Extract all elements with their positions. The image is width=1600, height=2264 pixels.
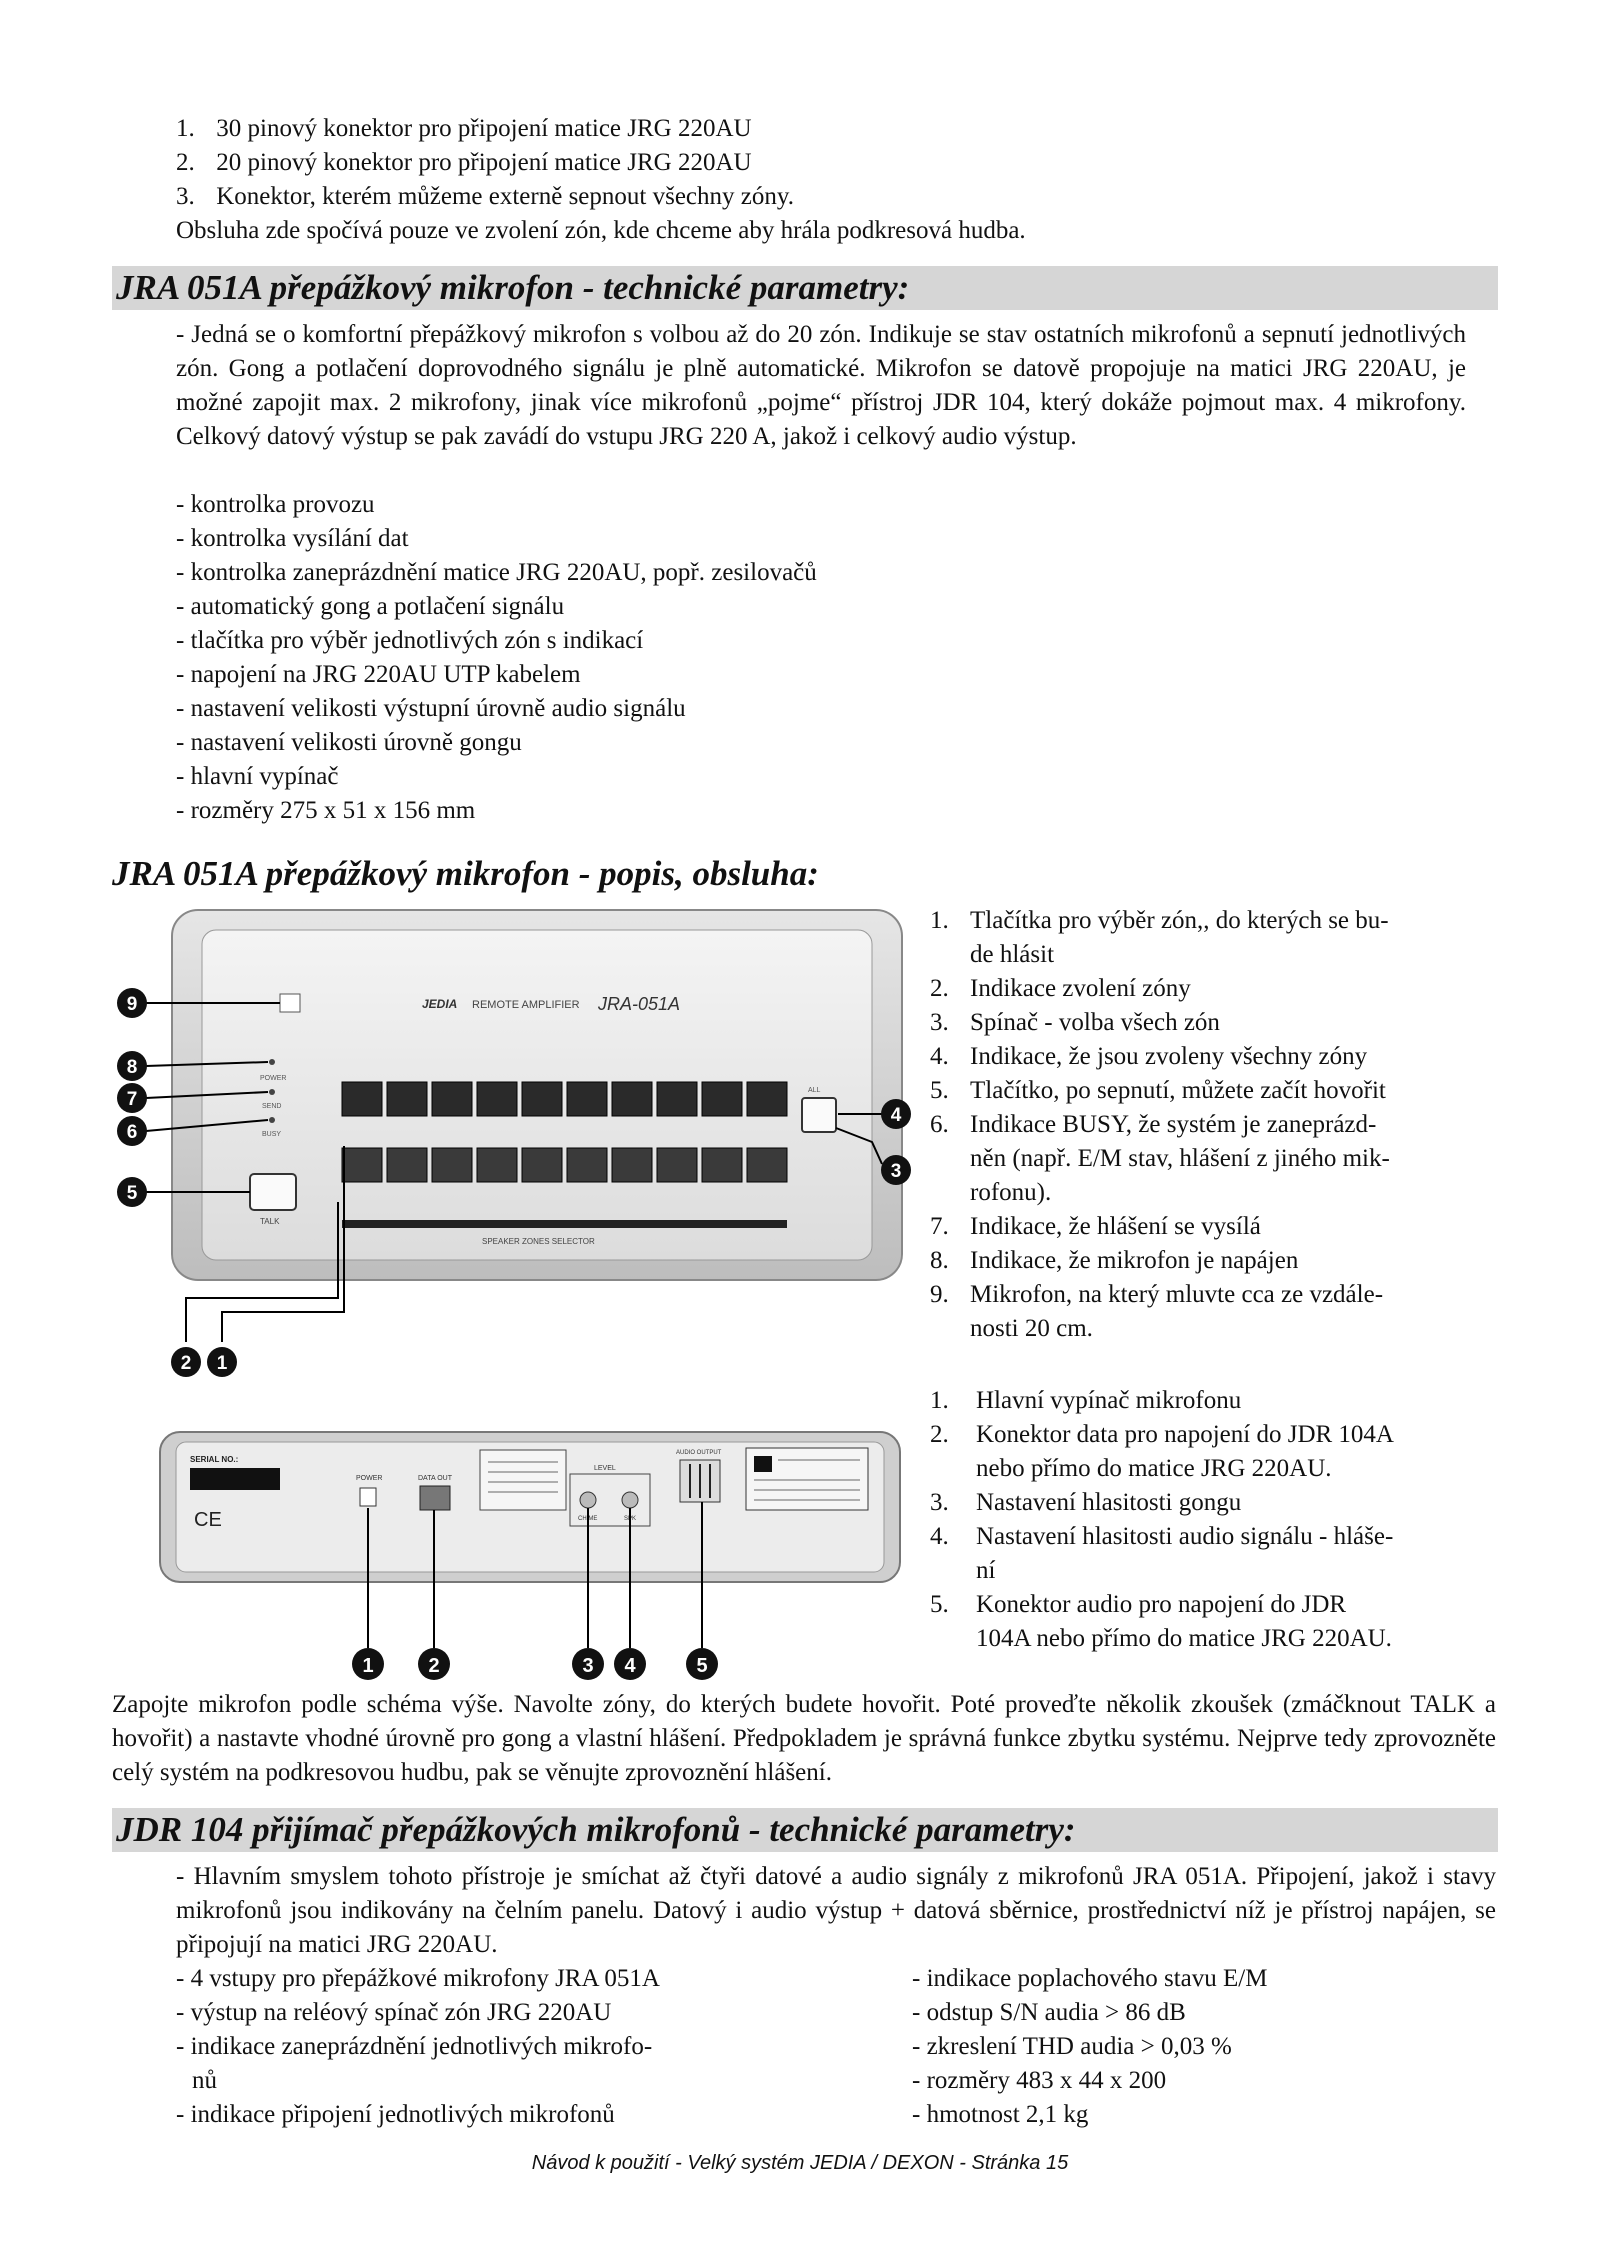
list-item [930, 1210, 1500, 1244]
section3-paragraph: - Hlavním smyslem tohoto přístroje je smíchat až čtyři datové a audio signály z mikrofonů JRA 051A. Připojení, jakož i stavy mikrofonů jsou indikovány na čelním panelu. Datový i audio výstup + datová sběrnice, prostřednictví níž je přístroj napájen, se připojují na matici JRG 220AU. [176, 1863, 1496, 1958]
list-item: - výstup na reléový spínač zón JRG 220AU [176, 1999, 612, 2026]
rear-callout-3: 3 [582, 1655, 594, 1677]
setup-paragraph: Zapojte mikrofon podle schéma výše. Navolte zóny, do kterých budete hovořit. Poté proveďte několik zkoušek (zmáčknout TALK a hovořit) a nastavte vhodné úrovně pro gong a vlastní hlášení. Předpokladem je správná funkce zbytku systému. Nejprve tedy zprovozněte celý systém na podkresovou hudbu, pak se věnujte zprovoznění hlášení. [112, 1691, 1496, 1786]
intro-item-3 [176, 180, 794, 214]
list-item: - nastavení velikosti výstupní úrovně audio signálu [176, 695, 686, 722]
led-busy-label: BUSY [262, 1131, 282, 1138]
list-item [930, 904, 1500, 972]
led-busy-icon [269, 1117, 275, 1123]
list-item [930, 1108, 1500, 1210]
list-item [930, 972, 1500, 1006]
list-line: Indikace, že jsou zvoleny všechny zóny [970, 1043, 1368, 1070]
intro-item-2 [176, 146, 752, 180]
list-item: nů [192, 2067, 217, 2094]
spk-knob-icon [622, 1492, 638, 1508]
callout-3: 3 [890, 1161, 902, 1182]
list-num: 4. [930, 1043, 949, 1070]
list-num: 2. [930, 1421, 949, 1448]
list-line: nebo přímo do matice JRG 220AU. [976, 1455, 1332, 1482]
list-item: - 4 vstupy pro přepážkové mikrofony JRA 051A [176, 1965, 660, 1992]
intro-text: 20 pinový konektor pro připojení matice JRG 220AU [216, 149, 752, 176]
selector-strip [342, 1220, 787, 1228]
list-line: Indikace, že mikrofon je napájen [970, 1247, 1299, 1274]
intro-note: Obsluha zde spočívá pouze ve zvolení zón, kde chceme aby hrála podkresová hudba. [176, 217, 1026, 244]
list-item: - rozměry 483 x 44 x 200 [912, 2067, 1167, 2094]
callout-8: 8 [126, 1057, 138, 1078]
led-send-label: SEND [262, 1103, 282, 1110]
intro-num: 3. [176, 183, 195, 210]
section-heading: JRA 051A přepážkový mikrofon - popis, obsluha: [112, 854, 819, 893]
list-item: - kontrolka vysílání dat [176, 525, 409, 552]
talk-label: TALK [260, 1217, 280, 1226]
intro-text: 30 pinový konektor pro připojení matice JRG 220AU [216, 115, 752, 142]
list-num: 3. [930, 1009, 949, 1036]
list-line: Mikrofon, na který mluvte cca ze vzdále- [970, 1281, 1384, 1308]
callout-9: 9 [126, 994, 138, 1015]
rear-callout-2: 2 [428, 1655, 440, 1677]
rear-panel-illustration [150, 1428, 910, 1696]
list-item [930, 1244, 1500, 1278]
all-label: ALL [808, 1087, 821, 1094]
page-footer: Návod k použití - Velký systém JEDIA / DEXON - Stránka 15 [531, 2152, 1069, 2174]
section3-left-list [176, 1962, 766, 2132]
list-item: - rozměry 275 x 51 x 156 mm [176, 797, 476, 824]
list-num: 8. [930, 1247, 949, 1274]
list-item: - napojení na JRG 220AU UTP kabelem [176, 661, 581, 688]
list-item: - odstup S/N audia > 86 dB [912, 1999, 1186, 2026]
front-panel-illustration [112, 902, 912, 1392]
led-power-label: POWER [260, 1075, 287, 1082]
led-power-icon [269, 1059, 275, 1065]
model-name: JRA-051A [598, 994, 681, 1014]
list-num: 1. [930, 1387, 949, 1414]
list-line: něn (např. E/M stav, hlášení z jiného mik- [970, 1145, 1390, 1172]
list-num: 9. [930, 1281, 949, 1308]
list-item [930, 1520, 1500, 1588]
list-item: - nastavení velikosti úrovně gongu [176, 729, 522, 756]
rear-callout-4: 4 [624, 1655, 636, 1677]
callout-1: 1 [216, 1353, 228, 1374]
level-label: LEVEL [594, 1465, 616, 1472]
list-line: 104A nebo přímo do matice JRG 220AU. [976, 1625, 1392, 1652]
power-label: POWER [356, 1475, 383, 1482]
callout-4: 4 [890, 1105, 902, 1126]
list-line: Indikace zvolení zóny [970, 975, 1191, 1002]
list-item [930, 1588, 1500, 1656]
rear-description-list [930, 1384, 1500, 1656]
list-num: 6. [930, 1111, 949, 1138]
list-num: 4. [930, 1523, 949, 1550]
list-item [930, 1486, 1500, 1520]
list-line: Nastavení hlasitosti audio signálu - hláše- [976, 1523, 1394, 1550]
callout-5: 5 [126, 1183, 138, 1204]
list-item [930, 1278, 1500, 1346]
list-num: 5. [930, 1077, 949, 1104]
list-line: Nastavení hlasitosti gongu [976, 1489, 1242, 1516]
serial-plate [190, 1468, 280, 1490]
info-label-plate [480, 1450, 566, 1510]
callout-2: 2 [180, 1353, 192, 1374]
list-item: - kontrolka provozu [176, 491, 375, 518]
brand-logo: JEDIA [422, 997, 458, 1011]
list-line: de hlásit [970, 941, 1055, 968]
ce-mark: CE [194, 1509, 222, 1531]
intro-text: Konektor, kterém můžeme externě sepnout všechny zóny. [216, 183, 794, 210]
talk-button-icon [250, 1174, 296, 1210]
list-line: Tlačítka pro výběr zón,, do kterých se bu- [970, 907, 1389, 934]
list-line: Konektor audio pro napojení do JDR [976, 1591, 1347, 1618]
list-line: Spínač - volba všech zón [970, 1009, 1220, 1036]
list-item: - kontrolka zaneprázdnění matice JRG 220AU, popř. zesilovačů [176, 559, 817, 586]
list-item: - indikace zaneprázdnění jednotlivých mikrofo- [176, 2033, 653, 2060]
list-item: - indikace připojení jednotlivých mikrofonů [176, 2101, 615, 2128]
rear-callout-1: 1 [362, 1655, 374, 1677]
all-zones-button-icon [802, 1098, 836, 1132]
section-heading: JDR 104 přijímač přepážkových mikrofonů - technické parametry: [112, 1808, 1498, 1852]
callout-6: 6 [126, 1122, 138, 1143]
list-line: Indikace BUSY, že systém je zaneprázd- [970, 1111, 1377, 1138]
list-num: 1. [930, 907, 949, 934]
spk-label: SPK [624, 1516, 637, 1522]
list-num: 7. [930, 1213, 949, 1240]
rear-callout-badges [352, 1648, 718, 1680]
rear-callout-5: 5 [696, 1655, 708, 1677]
list-item [930, 1384, 1500, 1418]
list-line: nosti 20 cm. [970, 1315, 1093, 1342]
led-send-icon [269, 1089, 275, 1095]
list-line: Hlavní vypínač mikrofonu [976, 1387, 1242, 1414]
list-item: - zkreslení THD audia > 0,03 % [912, 2033, 1232, 2060]
serial-label: SERIAL NO.: [190, 1455, 239, 1464]
list-item [930, 1418, 1500, 1486]
intro-num: 1. [176, 115, 195, 142]
list-line: Konektor data pro napojení do JDR 104A [976, 1421, 1394, 1448]
list-item: - hlavní vypínač [176, 763, 339, 790]
data-connector-icon [420, 1486, 450, 1510]
list-line: Indikace, že hlášení se vysílá [970, 1213, 1261, 1240]
list-line: Tlačítko, po sepnutí, můžete začít hovořit [970, 1077, 1386, 1104]
section1-paragraph: - Jedná se o komfortní přepážkový mikrofon s volbou až do 20 zón. Indikuje se stav ostatních mikrofonů a sepnutí jednotlivých zón. Gong a potlačení doprovodného signálu je plně automatické. Mikrofon se datově propojuje na matici JRG 220AU, je možné zapojit max. 2 mikrofony, jinak více mikrofonů „pojme“ přístroj JDR 104, který dokáže pojmout max. 4 mikrofony. Celkový datový výstup se pak zavádí do vstupu JRG 220 A, jakož i celkový audio výstup. [176, 321, 1466, 450]
list-line: ní [976, 1557, 996, 1584]
list-item: - automatický gong a potlačení signálu [176, 593, 565, 620]
intro-item-1 [176, 112, 752, 146]
data-out-label: DATA OUT [418, 1475, 452, 1482]
list-item [930, 1040, 1500, 1074]
list-item: - tlačítka pro výběr jednotlivých zón s indikací [176, 627, 644, 654]
list-line: rofonu). [970, 1179, 1052, 1206]
model-caption: REMOTE AMPLIFIER [472, 999, 580, 1011]
list-item: - indikace poplachového stavu E/M [912, 1965, 1268, 1992]
front-description-list [930, 904, 1500, 1346]
chime-label: CHIME [578, 1516, 598, 1522]
list-num: 5. [930, 1591, 949, 1618]
list-num: 2. [930, 975, 949, 1002]
list-item [930, 1074, 1500, 1108]
section-heading: JRA 051A přepážkový mikrofon - technické parametry: [112, 266, 1498, 310]
intro-num: 2. [176, 149, 195, 176]
audio-output-label: AUDIO OUTPUT [676, 1450, 722, 1456]
selector-label: SPEAKER ZONES SELECTOR [482, 1237, 595, 1246]
section3-right-list [912, 1962, 1472, 2132]
power-switch-icon [360, 1488, 376, 1506]
list-num: 3. [930, 1489, 949, 1516]
chime-knob-icon [580, 1492, 596, 1508]
callout-7: 7 [126, 1089, 138, 1110]
list-item [930, 1006, 1500, 1040]
list-item: - hmotnost 2,1 kg [912, 2101, 1089, 2128]
section1-list [176, 488, 817, 828]
microphone-grille-icon [280, 994, 300, 1012]
